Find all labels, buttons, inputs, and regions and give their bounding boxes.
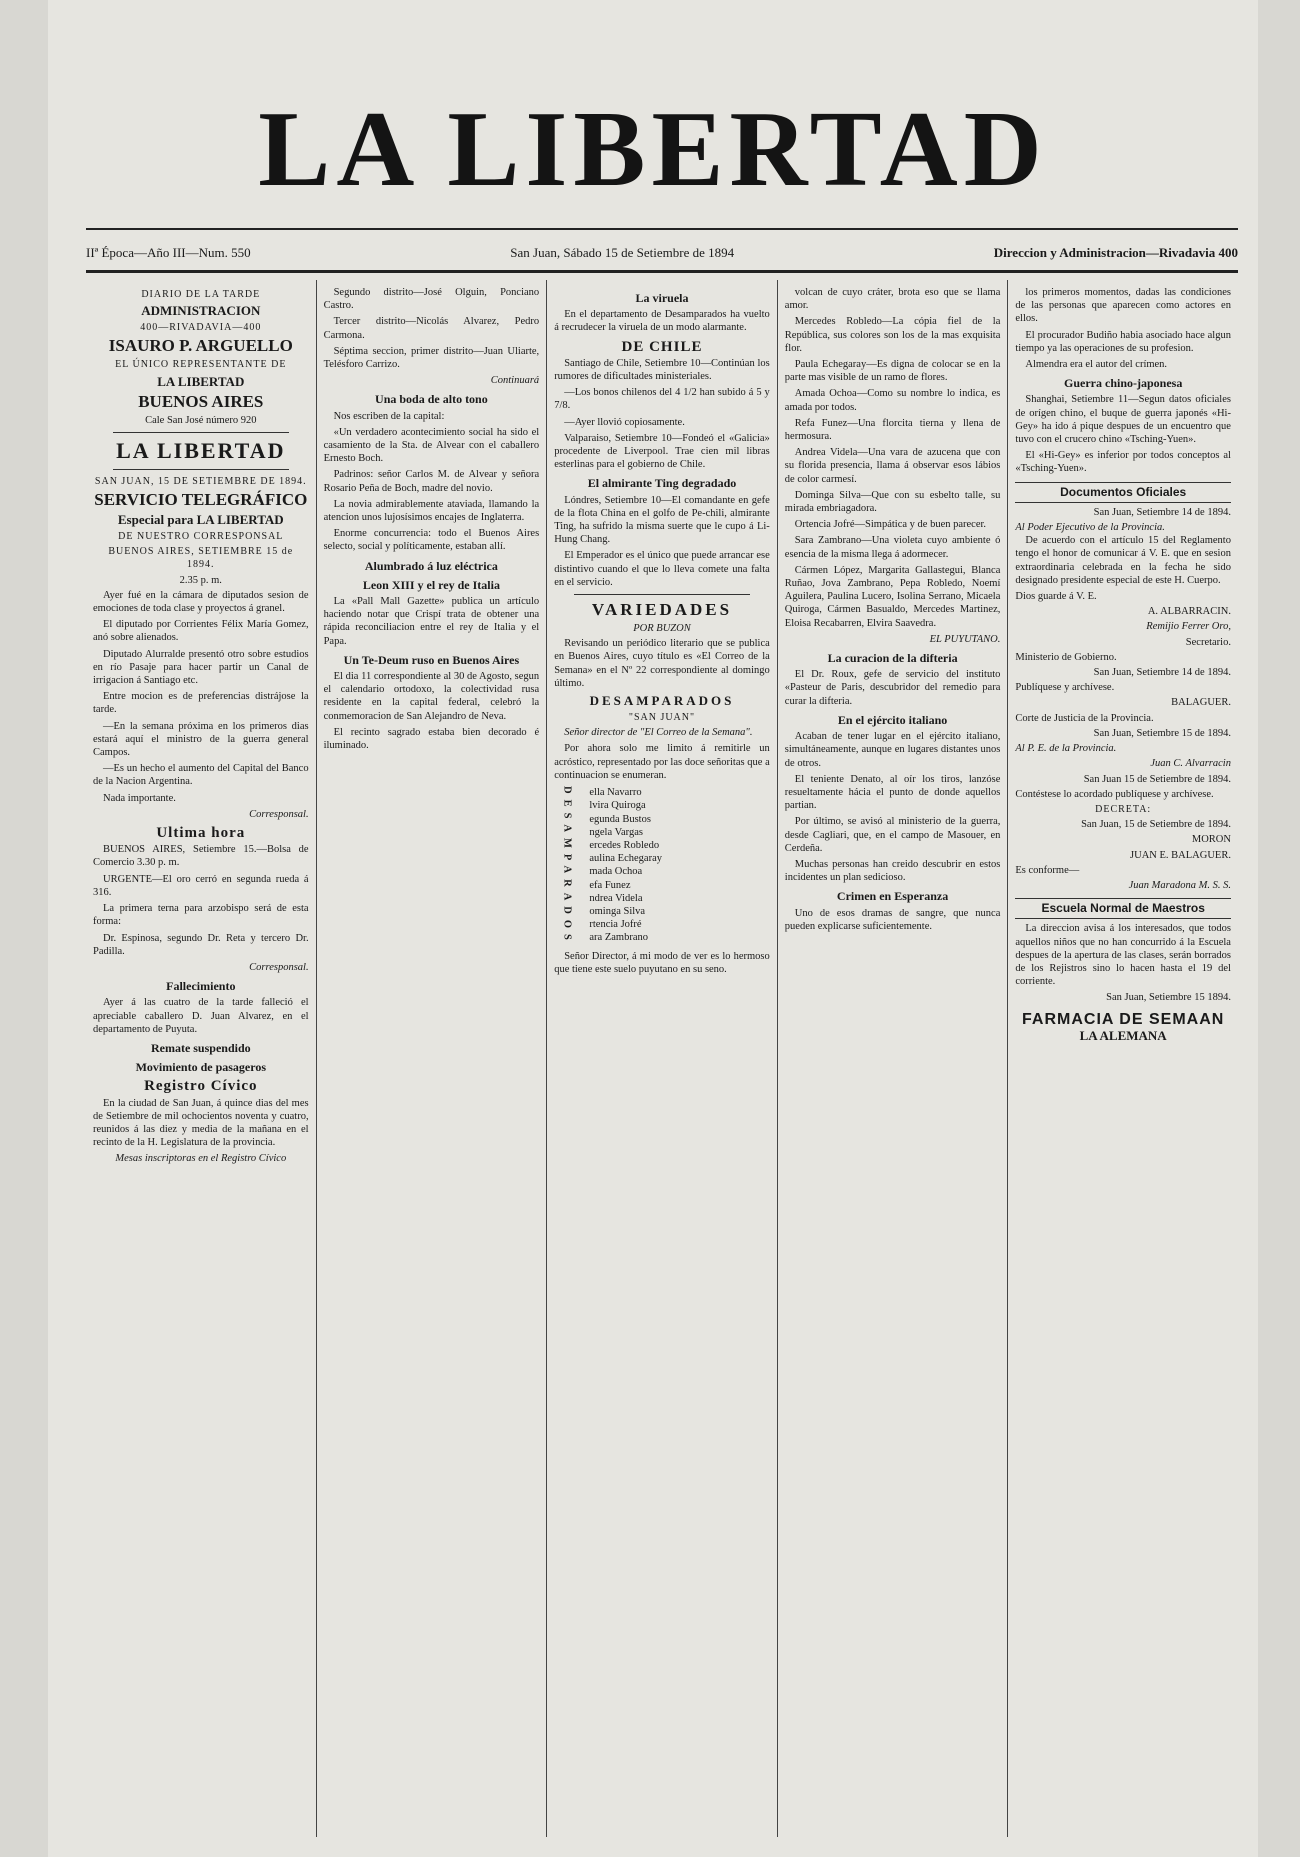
paragraph: Diputado Alurralde presentó otro sobre estudios en río Pasaje para hacer partir un Canal de irrigacion á Santiago etc.: [93, 648, 309, 687]
paragraph: El diputado por Corrientes Félix María Gomez, anó sobre alienados.: [93, 619, 309, 644]
calle-address: Cale San José número 920: [145, 414, 257, 426]
paragraph: El dia 11 correspondiente al 30 de Agosto, segun el calendario ortodoxo, la colectividad rusa residente en la capital federal, celebró la conmemoracion de San Alejandro de Neva.: [323, 671, 540, 722]
paper-logo: LA LIBERTAD: [116, 437, 286, 463]
paragraph: Amada Ochoa—Como su nombre lo indica, es amada por todos.: [784, 388, 1001, 413]
address: Direccion y Administracion—Rivadavia 400: [993, 245, 1238, 260]
doc-signature: Remijio Ferrer Oro,: [1146, 621, 1231, 633]
chile-heading: DE CHILE: [621, 338, 703, 355]
variedades-heading: VARIEDADES: [591, 600, 733, 620]
paragraph: Dr. Espinosa, segundo Dr. Reta y tercero Dr. Padilla.: [93, 932, 309, 957]
director-name: ISAURO P. ARGUELLO: [108, 336, 293, 356]
doc-date: San Juan, Setiembre 15 1894.: [1106, 992, 1231, 1004]
doc-signature: Juan C. Alvarracin: [1150, 758, 1231, 770]
administracion-label: ADMINISTRACION: [141, 303, 261, 319]
corresponsal-heading: DE NUESTRO CORRESPONSAL: [118, 531, 284, 543]
doc-signature: Juan Maradona M. S. S.: [1128, 879, 1231, 891]
paragraph: —Ayer llovió copiosamente.: [564, 416, 685, 428]
paragraph: Lóndres, Setiembre 10—El comandante en gefe de la flota China en el golfo de Pe-chili, almirante Ting, ha sufrido la misma suerte que le cupo á Li-Hung Chang.: [554, 494, 770, 546]
doc-date: San Juan, 15 de Setiembre de 1894.: [1081, 819, 1231, 831]
acrostic-name: ngela Vargas: [589, 826, 643, 838]
ultima-hora-heading: Ultima hora: [156, 825, 246, 842]
documentos-heading: Documentos Oficiales: [1015, 482, 1231, 503]
doc-decreta: DECRETA:: [1095, 803, 1152, 815]
representante-label: EL ÚNICO REPRESENTANTE DE: [115, 359, 287, 371]
doc-signature: MORON: [1191, 834, 1231, 846]
paragraph: Séptima seccion, primer distrito—Juan Uliarte, Telésforo Carrizo.: [323, 345, 540, 371]
column-5: [1008, 280, 1238, 1837]
acrostic-name: ara Zambrano: [589, 932, 648, 944]
paragraph: El Dr. Roux, gefe de servicio del instituto «Pasteur de Paris, descubridor del remedio para curar la difteria.: [784, 669, 1001, 707]
almirante-heading: El almirante Ting degradado: [587, 476, 737, 491]
farmacia-heading: FARMACIA DE SEMAAN: [1022, 1010, 1225, 1028]
doc-signature: BALAGUER.: [1171, 697, 1231, 709]
paragraph: Almendra era el autor del crímen.: [1025, 359, 1168, 371]
acrostic-name: rtencia Jofré: [589, 919, 642, 931]
paragraph: En la ciudad de San Juan, á quince dias del mes de Setiembre de mil ochocientos noventa y cuatro, reunidos á las diez y media de la mañana en el recinto de la H. Legislatura de la provincia.: [93, 1097, 309, 1149]
doc-signature: JUAN E. BALAGUER.: [1130, 849, 1231, 861]
paragraph: Valparaiso, Setiembre 10—Fondeó el «Galicia» procedente de Liverpool. Trae cien mil libras esterlinas para el gobierno de Chile.: [554, 432, 770, 471]
paragraph: Entre mocion es de preferencias distrájose la tarde.: [93, 691, 309, 716]
bottom-rule: [86, 270, 1238, 273]
paragraph: De acuerdo con el artículo 15 del Reglamento tengo el honor de comunicar á V. E. que en sesion extraordinaria celebrada en la fecha he sido designado presidente especial de este H. Cuerpo.: [1015, 535, 1231, 586]
divider: [113, 469, 289, 470]
city-name: BUENOS AIRES: [138, 391, 264, 411]
desamparados-heading: DESAMPARADOS: [589, 693, 735, 709]
paragraph: Enorme concurrencia: todo el Buenos Aires selecto, social y políticamente, estaban allí.: [323, 528, 540, 553]
paragraph: En el departamento de Desamparados ha vuelto á recrudecer la viruela de un modo alarmante.: [554, 309, 770, 334]
doc-signature: Secretario.: [1185, 636, 1231, 648]
signature: EL PUYUTANO.: [929, 633, 1001, 645]
paragraph: Señor Director, á mi modo de ver es lo hermoso que tiene este suelo puyutano en su seno.: [554, 951, 770, 976]
paragraph: El recinto sagrado estaba bien decorado é iluminado.: [323, 726, 540, 752]
acrostic-name: egunda Bustos: [589, 813, 651, 825]
divider: [113, 432, 289, 433]
acrostic-name: ercedes Robledo: [589, 839, 660, 851]
acrostic-name: ndrea Videla: [589, 892, 643, 904]
fallecimiento-heading: Fallecimiento: [166, 979, 236, 994]
registro-heading: Registro Cívico: [144, 1078, 258, 1095]
dispatch-time: 2.35 p. m.: [179, 574, 222, 586]
difteria-heading: La curacion de la difteria: [827, 651, 958, 666]
doc-date: San Juan, Setiembre 15 de 1894.: [1093, 727, 1231, 739]
paragraph: La primera terna para arzobispo será de esta forma:: [93, 903, 309, 928]
issue-date: San Juan, Sábado 15 de Setiembre de 1894: [510, 245, 735, 260]
ejercito-heading: En el ejército italiano: [837, 712, 948, 727]
viruela-heading: La viruela: [635, 291, 689, 305]
paragraph: —Los bonos chilenos del 4 1/2 han subido á 5 y 7/8.: [554, 387, 770, 412]
boda-heading: Una boda de alto tono: [375, 392, 488, 407]
tedeum-heading: Un Te-Deum ruso en Buenos Aires: [343, 652, 520, 667]
dateline: [86, 242, 1238, 264]
paragraph: Refa Funez—Una florcita tierna y llena de hermosura.: [784, 417, 1001, 443]
movimiento-heading: Movimiento de pasageros: [135, 1060, 267, 1075]
administracion-address: 400—RIVADAVIA—400: [140, 322, 262, 334]
paragraph: El Emperador es el único que puede arrancar ese distintivo cuando el que lo lleva comete una falta en el servicio.: [554, 550, 770, 588]
doc-date: San Juan 15 de Setiembre de 1894.: [1083, 773, 1231, 785]
paragraph: Muchas personas han creido descubrir en estos incidentes un plan sedicioso.: [784, 858, 1001, 884]
paragraph: Shanghai, Setiembre 11—Segun datos oficiales de orígen chino, el buque de guerra japonés «Hi-Gey» ha ido á pique despues de un encuentro que tuvo con el crucero chino «Tsching-Yuen».: [1015, 394, 1231, 446]
paragraph: los primeros momentos, dadas las condiciones de las personas que aparecen como actores en ellos.: [1015, 287, 1231, 325]
paragraph: Tercer distrito—Nicolás Alvarez, Pedro Carmona.: [323, 316, 540, 341]
paragraph: Cármen López, Margarita Gallastegui, Blanca Ruñao, Jova Zambrano, Pepa Robledo, Noemí Aguilera, Paulina Lucero, Isolina Serrano, Micaela Quiroga, Cármen Basualdo, Mercedes Martinez, Eloisa Recabarren, Elvira Saavedra.: [784, 564, 1001, 629]
remate-heading: Remate suspendido: [150, 1040, 251, 1055]
paragraph: volcan de cuyo cráter, brota eso que se llama amor.: [784, 287, 1001, 312]
paragraph: Revisando un periódico literario que se publica en Buenos Aires, cuyo título es «El Correo de la Semana» en el Nº 22 correspondiente al domingo último.: [554, 638, 770, 689]
doc-signature: A. ALBARRACIN.: [1147, 606, 1231, 618]
acrostic-word: DESAMPARADOS: [561, 786, 573, 946]
paragraph: Nos escriben de la capital:: [333, 410, 445, 422]
doc-addressee: Al Poder Ejecutivo de la Provincia.: [1015, 522, 1165, 534]
paper-name: LA LIBERTAD: [157, 373, 245, 389]
diario-label: DIARIO DE LA TARDE: [141, 289, 261, 300]
acrostic-name: mada Ochoa: [589, 866, 643, 878]
paragraph: La «Pall Mall Gazette» publica un artículo haciendo notar que Crispí trata de obtener una rápida reconciliacion entre el rey de Italia y el Papa.: [323, 596, 540, 647]
escuela-heading: Escuela Normal de Maestros: [1015, 898, 1231, 919]
guerra-heading: Guerra chino-japonesa: [1064, 376, 1183, 391]
paragraph: Santiago de Chile, Setiembre 10—Continúan los rumores de dificultades ministeriales.: [554, 357, 770, 383]
doc-order: Contéstese lo acordado publíquese y archívese.: [1015, 788, 1214, 800]
paragraph: Segundo distrito—José Olguin, Ponciano Castro.: [323, 287, 540, 312]
signature: Corresponsal.: [249, 961, 309, 973]
paragraph: Dominga Silva—Que con su esbelto talle, su mirada embriagadora.: [784, 489, 1001, 515]
top-rule: [86, 228, 1238, 230]
paragraph: Sara Zambrano—Una violeta cuyo ambiente ó esencia de la misma llega á adormecer.: [784, 535, 1001, 560]
paragraph: —Es un hecho el aumento del Capital del Banco de la Nacion Argentina.: [93, 763, 309, 788]
crimen-heading: Crimen en Esperanza: [836, 889, 949, 904]
continuara-label: Continuará: [490, 375, 540, 387]
paragraph: La direccion avisa á los interesados, que todos aquellos niños que no han concurrido á la Escuela despues de la apertura de las clases, serán borrados de los Rejistros sino lo hacen hasta el 19 del corriente.: [1015, 923, 1231, 988]
paragraph: Por último, se avisó al ministerio de la guerra, desde Cagliari, que, en el campo de Masouer, en Cerdeña.: [784, 816, 1001, 854]
paragraph: Por ahora solo me limito á remitirle un acróstico, representado por las doce señoritas que a continuacion se enumeran.: [554, 743, 770, 781]
paragraph: «Un verdadero acontecimiento social ha sido el casamiento de la Sta. de Alvear con el caballero Ernesto Boch.: [323, 426, 540, 465]
local-date: SAN JUAN, 15 DE SETIEMBRE DE 1894.: [94, 475, 307, 487]
acrostic: [554, 786, 770, 946]
paragraph: Señor director de "El Correo de la Semana".: [564, 727, 753, 739]
doc-closing: Dios guarde á V. E.: [1015, 591, 1097, 603]
column-3: [547, 280, 778, 1837]
doc-addressee: Al P. E. de la Provincia.: [1015, 743, 1117, 755]
servicio-heading: SERVICIO TELEGRÁFICO: [94, 490, 308, 510]
doc-conforme: Es conforme—: [1015, 864, 1080, 876]
leon-heading: Leon XIII y el rey de Italia: [362, 577, 500, 592]
acrostic-name: ominga Silva: [589, 905, 646, 917]
doc-court: Corte de Justicia de la Provincia.: [1015, 712, 1154, 724]
alemana-heading: LA ALEMANA: [1079, 1027, 1167, 1043]
column-1: [86, 280, 317, 1837]
doc-order: Publíquese y archívese.: [1015, 682, 1115, 694]
paragraph: Ortencia Jofré—Simpática y de buen parecer.: [794, 519, 987, 531]
buzon-heading: POR BUZON: [633, 623, 691, 635]
paragraph: Ayer fué en la cámara de diputados sesion de emociones de toda clase y proyectos á granel.: [93, 589, 309, 615]
paragraph: Acaban de tener lugar en el ejército italiano, simultáneamente, aunque en lugares distantes unos de otros.: [784, 731, 1001, 769]
acrostic-name: ella Navarro: [589, 787, 642, 799]
doc-date: San Juan, Setiembre 14 de 1894.: [1093, 667, 1231, 679]
paragraph: Paula Echegaray—Es digna de colocar se en la parte mas visible de un ramo de flores.: [784, 359, 1001, 384]
column-2: [317, 280, 548, 1837]
acrostic-names: [579, 786, 662, 946]
acrostic-name: efa Funez: [589, 879, 631, 891]
dispatch-date: BUENOS AIRES, SETIEMBRE 15 de 1894.: [108, 546, 294, 571]
signature: Corresponsal.: [249, 808, 309, 820]
paragraph: Nada importante.: [103, 792, 176, 804]
paragraph: La novia admirablemente ataviada, llamando la atencion unos lujosísimos encajes de Inglaterra.: [323, 498, 540, 524]
newspaper-page: [48, 0, 1258, 1857]
acrostic-name: lvira Quiroga: [589, 800, 646, 812]
paragraph: BUENOS AIRES, Setiembre 15.—Bolsa de Comercio 3.30 p. m.: [93, 844, 309, 869]
issue-number: IIª Época—Año III—Num. 550: [86, 245, 251, 260]
doc-date: San Juan, Setiembre 14 de 1894.: [1093, 506, 1231, 518]
paragraph: Padrinos: señor Carlos M. de Alvear y señora Rosario Peña de Boch, madre del novio.: [323, 469, 540, 494]
columns: [86, 280, 1238, 1837]
acrostic-name: aulina Echegaray: [589, 853, 662, 865]
divider: [574, 594, 750, 595]
paragraph: Mercedes Robledo—La cópia fiel de la República, sus colores son los de la mas exquisita flor.: [784, 316, 1001, 354]
doc-ministry: Ministerio de Gobierno.: [1015, 651, 1117, 663]
paragraph: URGENTE—El oro cerró en segunda rueda á 316.: [93, 873, 309, 898]
paragraph: Ayer á las cuatro de la tarde falleció el apreciable caballero D. Juan Alvarez, en el departamento de Puyuta.: [93, 997, 309, 1035]
column-4: [778, 280, 1009, 1837]
paragraph: —En la semana próxima en los primeros dias estará aquí el ministro de la guerra general Campos.: [93, 720, 309, 759]
alumbrado-heading: Alumbrado á luz eléctrica: [364, 558, 498, 573]
sanjuan-heading: "SAN JUAN": [628, 712, 696, 724]
paragraph: El procurador Budiño habia asociado hace algun tiempo ya las operaciones de su profesion.: [1015, 329, 1231, 354]
masthead-title: LA LIBERTAD: [258, 90, 1048, 209]
paragraph: El teniente Denato, al oír los tiros, lanzóse resueltamente hácia el punto de donde aquellos partian.: [784, 773, 1001, 812]
mesas-heading: Mesas inscriptoras en el Registro Cívico: [115, 1153, 287, 1165]
paragraph: El «Hi-Gey» es inferior por todos conceptos al «Tsching-Yuen».: [1015, 450, 1231, 475]
paragraph: Uno de esos dramas de sangre, que nunca pueden explicarse suficientemente.: [784, 907, 1001, 932]
paragraph: Andrea Videla—Una vara de azucena que con su florida presencia, llama á observar esos lábios de color carmesí.: [784, 447, 1001, 485]
especial-heading: Especial para LA LIBERTAD: [117, 512, 284, 528]
